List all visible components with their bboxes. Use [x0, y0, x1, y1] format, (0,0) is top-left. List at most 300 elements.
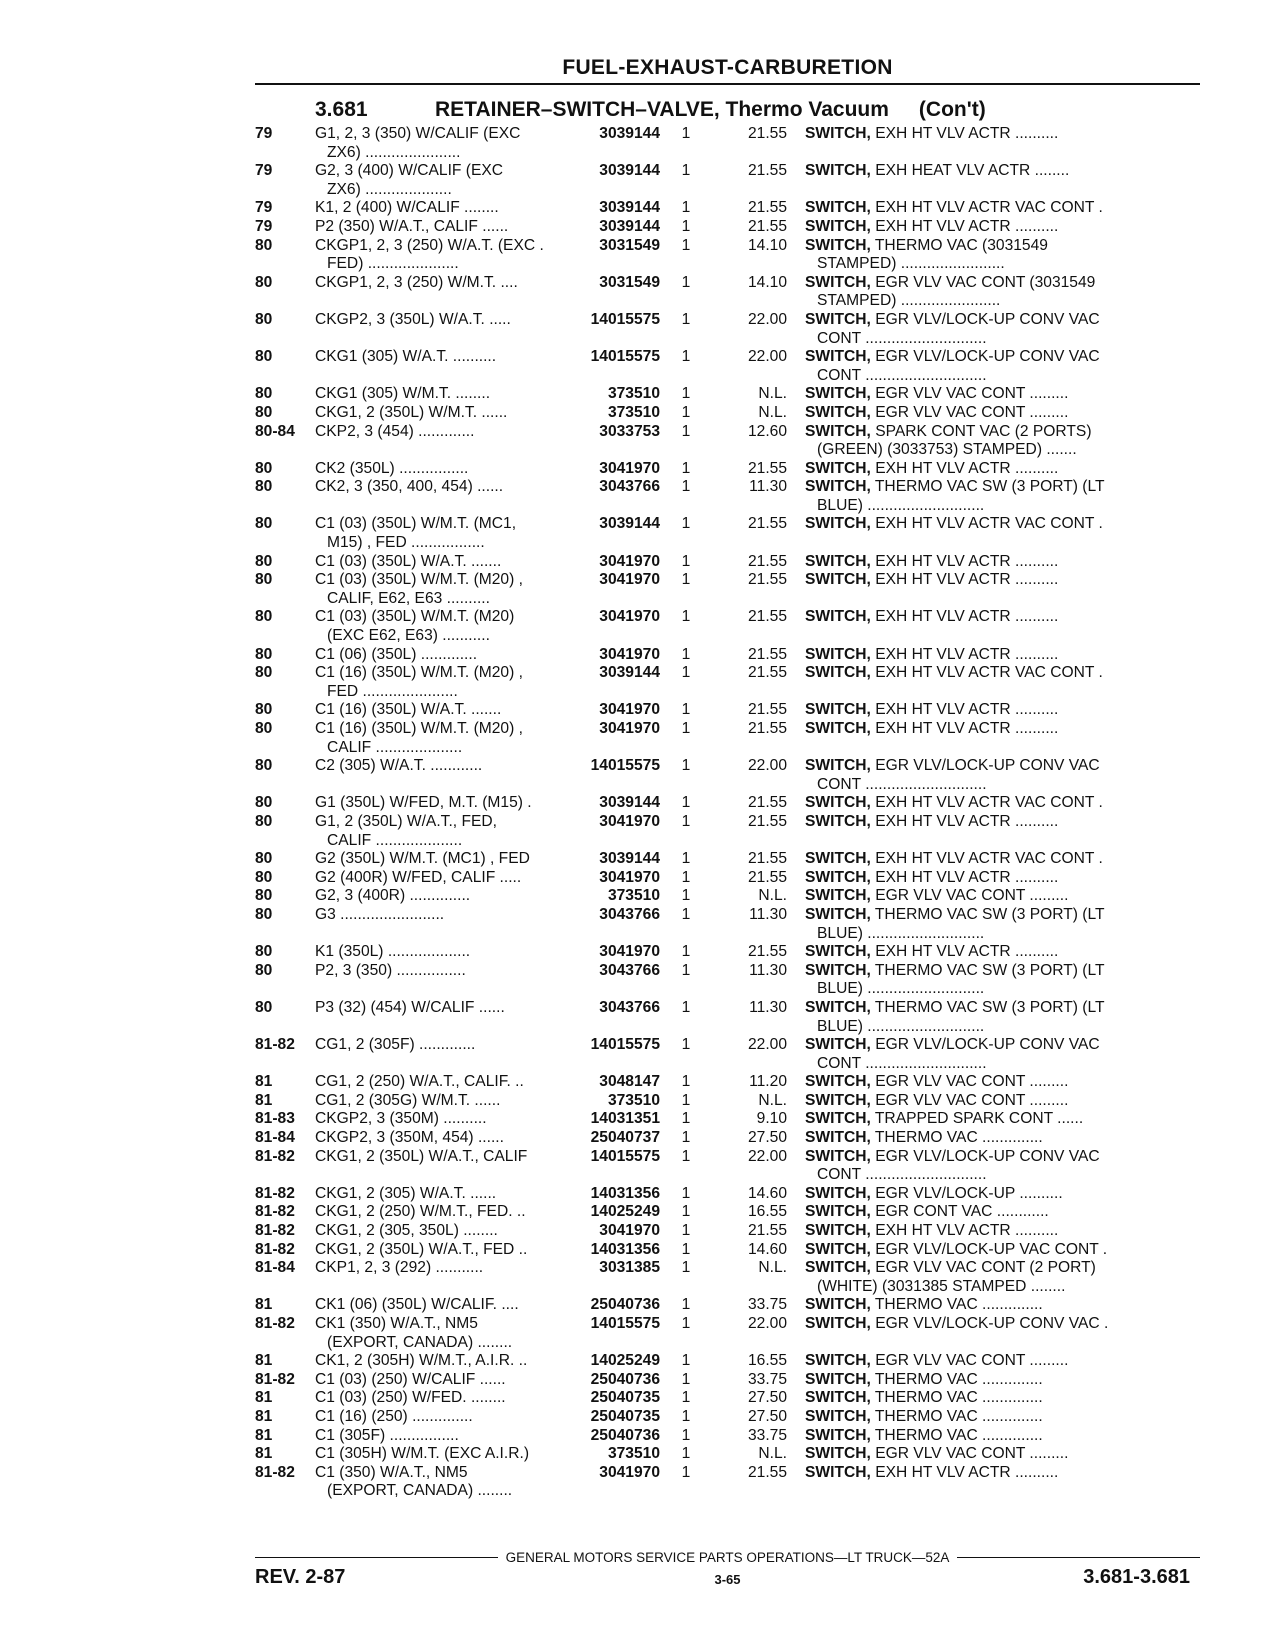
price: 27.50 [747, 1389, 787, 1407]
figure-number: 81 [255, 1426, 273, 1444]
application-line: C1 (03) (350L) W/M.T. (M20) , [315, 571, 523, 589]
application-description [315, 1408, 580, 1427]
part-name-line [805, 757, 1218, 776]
figure-number: 81-82 [255, 1203, 295, 1221]
figure-number: 80 [255, 459, 273, 477]
application-line: CKGP2, 3 (350L) W/A.T. ..... [315, 310, 511, 328]
quantity: 1 [681, 1370, 691, 1388]
part-name [787, 553, 1218, 572]
figure-number: 81-82 [255, 1370, 295, 1388]
part-number: 14015575 [590, 348, 660, 366]
figure-number: 80 [255, 552, 273, 570]
figure-number: 80 [255, 645, 273, 663]
page-number: 3-65 [714, 1572, 741, 1587]
price: 21.55 [747, 217, 787, 235]
part-noun: SWITCH, [805, 905, 871, 923]
part-name [787, 1259, 1218, 1296]
application-description [315, 850, 580, 869]
application-description [315, 571, 580, 608]
part-name [787, 1389, 1218, 1408]
quantity: 1 [681, 385, 691, 403]
part-name [787, 757, 1218, 794]
part-modifier: THERMO VAC .............. [874, 1407, 1043, 1425]
part-name-line [805, 1148, 1218, 1167]
part-noun: SWITCH, [805, 1184, 871, 1202]
part-noun: SWITCH, [805, 273, 871, 291]
application-description [315, 515, 580, 552]
quantity: 1 [681, 236, 691, 254]
price: 21.55 [747, 199, 787, 217]
part-name-line: BLUE) ........................... [817, 924, 985, 942]
quantity: 1 [681, 1147, 691, 1165]
price: 21.55 [747, 552, 787, 570]
application-line: CALIF, E62, E63 .......... [327, 589, 490, 607]
price: 27.50 [747, 1129, 787, 1147]
application-line: FED) ..................... [327, 255, 459, 273]
application-description [315, 1073, 580, 1092]
application-line: CKG1, 2 (305) W/A.T. ...... [315, 1184, 497, 1202]
quantity: 1 [681, 1463, 691, 1481]
part-name-line [805, 553, 1218, 572]
part-name [787, 1352, 1218, 1371]
part-name-line [805, 348, 1218, 367]
figure-number: 79 [255, 217, 273, 235]
part-modifier: EXH HT VLV ACTR .......... [875, 217, 1059, 235]
part-modifier: TRAPPED SPARK CONT ...... [874, 1110, 1084, 1128]
part-noun: SWITCH, [805, 1147, 871, 1165]
application-line: C1 (305H) W/M.T. (EXC A.I.R.) [315, 1445, 530, 1463]
quantity: 1 [681, 1389, 691, 1407]
price: 21.55 [747, 794, 787, 812]
part-name [787, 218, 1218, 237]
part-name-line [805, 962, 1218, 981]
part-modifier: EXH HT VLV ACTR .......... [875, 608, 1059, 626]
price: 33.75 [747, 1296, 787, 1314]
application-line: CK2 (350L) ................ [315, 459, 469, 477]
application-line: (EXPORT, CANADA) ........ [327, 1333, 513, 1351]
part-name-line [805, 1427, 1218, 1446]
price: 14.60 [747, 1184, 787, 1202]
part-modifier: EGR VLV/LOCK-UP VAC CONT . [875, 1240, 1108, 1258]
part-noun: SWITCH, [805, 608, 871, 626]
part-row [255, 515, 1200, 552]
part-noun: SWITCH, [805, 403, 871, 421]
application-line: CALIF .................... [327, 831, 463, 849]
figure-number: 80-84 [255, 422, 295, 440]
part-name [787, 237, 1218, 274]
price: 11.30 [749, 998, 787, 1016]
application-description [315, 1259, 580, 1278]
part-modifier: EGR VLV/LOCK-UP CONV VAC [875, 348, 1100, 366]
part-noun: SWITCH, [805, 757, 871, 775]
quantity: 1 [681, 348, 691, 366]
quantity: 1 [681, 571, 691, 589]
price: 21.55 [747, 1463, 787, 1481]
footer-rule-left [255, 1557, 498, 1558]
part-number: 14031351 [590, 1110, 660, 1128]
part-row [255, 199, 1200, 218]
quantity: 1 [681, 1445, 691, 1463]
figure-number: 80 [255, 887, 273, 905]
part-modifier: EXH HT VLV ACTR .......... [875, 720, 1059, 737]
quantity: 1 [681, 1073, 691, 1091]
price: 14.60 [747, 1240, 787, 1258]
application-description [315, 1464, 580, 1501]
price: N.L. [758, 385, 787, 403]
part-name-line [805, 125, 1218, 144]
footer [255, 1566, 1200, 1592]
part-name-line [805, 850, 1218, 869]
part-noun: SWITCH, [805, 1426, 871, 1444]
part-modifier: THERMO VAC .............. [874, 1129, 1043, 1147]
application-description [315, 720, 580, 757]
figure-number: 80 [255, 478, 273, 496]
figure-number: 81 [255, 1445, 273, 1463]
part-name-line [805, 1092, 1218, 1111]
application-line: CKP2, 3 (454) ............. [315, 422, 475, 440]
part-name [787, 1092, 1218, 1111]
part-modifier: EGR VLV VAC CONT ......... [875, 1091, 1069, 1109]
part-noun: SWITCH, [805, 310, 871, 328]
part-modifier: EGR CONT VAC ............ [875, 1203, 1049, 1221]
quantity: 1 [681, 403, 691, 421]
part-number: 3043766 [599, 961, 660, 979]
part-name-line [805, 1222, 1218, 1241]
part-name [787, 664, 1218, 683]
application-description [315, 1110, 580, 1129]
part-modifier: THERMO VAC SW (3 PORT) (LT [874, 998, 1105, 1016]
part-row [255, 1352, 1200, 1371]
price: 22.00 [747, 1036, 787, 1054]
part-name-line [805, 1371, 1218, 1390]
part-name-line [805, 385, 1218, 404]
part-row [255, 720, 1200, 757]
application-line: C1 (350) W/A.T., NM5 [315, 1463, 468, 1481]
part-noun: SWITCH, [805, 236, 871, 254]
part-modifier: EGR VLV VAC CONT (3031549 [875, 273, 1096, 291]
part-noun: SWITCH, [805, 1036, 871, 1054]
price: 21.55 [747, 943, 787, 961]
part-name-line [805, 1036, 1218, 1055]
figure-number: 80 [255, 905, 273, 923]
part-modifier: THERMO VAC SW (3 PORT) (LT [874, 905, 1105, 923]
part-name [787, 720, 1218, 739]
part-number: 3039144 [599, 217, 660, 235]
part-number: 3039144 [599, 199, 660, 217]
application-description [315, 1129, 580, 1148]
part-modifier: EXH HT VLV ACTR .......... [875, 1463, 1059, 1481]
part-number: 3031385 [599, 1259, 660, 1277]
part-row [255, 608, 1200, 645]
part-row [255, 850, 1200, 869]
part-name-line [805, 999, 1218, 1018]
part-number: 3039144 [599, 794, 660, 812]
figure-number: 81-83 [255, 1110, 295, 1128]
part-number: 25040735 [590, 1389, 660, 1407]
application-description [315, 423, 580, 442]
part-name-line: BLUE) ........................... [817, 496, 985, 514]
application-line: CKGP2, 3 (350M, 454) ...... [315, 1129, 504, 1147]
figure-number: 80 [255, 757, 273, 775]
part-name-line [805, 1389, 1218, 1408]
part-row [255, 1148, 1200, 1185]
part-row [255, 125, 1200, 162]
part-name-line [805, 460, 1218, 479]
part-row [255, 1110, 1200, 1129]
quantity: 1 [681, 199, 691, 217]
part-row [255, 1371, 1200, 1390]
price: 11.20 [749, 1073, 787, 1091]
price: 21.55 [747, 645, 787, 663]
part-name-line [805, 1352, 1218, 1371]
figure-number: 80 [255, 720, 273, 737]
part-number: 3041970 [599, 1463, 660, 1481]
part-name [787, 887, 1218, 906]
part-noun: SWITCH, [805, 887, 871, 905]
price: 9.10 [756, 1110, 787, 1128]
part-noun: SWITCH, [805, 1445, 871, 1463]
application-description [315, 311, 580, 330]
part-row [255, 1389, 1200, 1408]
part-name-line [805, 311, 1218, 330]
price: 16.55 [747, 1352, 787, 1370]
application-description [315, 385, 580, 404]
part-noun: SWITCH, [805, 812, 871, 830]
part-row [255, 943, 1200, 962]
part-row [255, 1445, 1200, 1464]
part-name [787, 423, 1218, 460]
part-noun: SWITCH, [805, 943, 871, 961]
part-name-line: CONT ............................ [817, 775, 987, 793]
part-number: 14015575 [590, 1315, 660, 1332]
part-number: 3041970 [599, 608, 660, 626]
part-name-line [805, 1129, 1218, 1148]
price: 21.55 [747, 125, 787, 142]
part-name [787, 646, 1218, 665]
figure-number: 80 [255, 812, 273, 830]
part-noun: SWITCH, [805, 552, 871, 570]
price: 21.55 [747, 608, 787, 626]
part-modifier: EGR VLV VAC CONT ......... [875, 1352, 1069, 1370]
part-number: 3041970 [599, 720, 660, 737]
quantity: 1 [681, 943, 691, 961]
part-noun: SWITCH, [805, 199, 871, 217]
application-description [315, 943, 580, 962]
price: 21.55 [747, 571, 787, 589]
application-description [315, 553, 580, 572]
part-modifier: THERMO VAC SW (3 PORT) (LT [874, 961, 1105, 979]
price: 14.10 [747, 236, 787, 254]
part-row [255, 1464, 1200, 1501]
application-description [315, 237, 580, 274]
part-row [255, 1408, 1200, 1427]
application-line: G3 ........................ [315, 905, 445, 923]
part-number: 3048147 [599, 1073, 660, 1091]
part-name-line [805, 571, 1218, 590]
quantity: 1 [681, 812, 691, 830]
part-name [787, 1408, 1218, 1427]
application-line: G1, 2 (350L) W/A.T., FED, [315, 812, 497, 830]
application-description [315, 1445, 580, 1464]
part-name-line [805, 1296, 1218, 1315]
part-modifier: EGR VLV VAC CONT ......... [875, 1445, 1069, 1463]
quantity: 1 [681, 1036, 691, 1054]
part-name [787, 608, 1218, 627]
part-noun: SWITCH, [805, 1222, 871, 1240]
application-line: M15) , FED ................. [327, 534, 485, 552]
part-number: 3039144 [599, 850, 660, 868]
part-row [255, 869, 1200, 888]
quantity: 1 [681, 1129, 691, 1147]
application-line: CKG1, 2 (250) W/M.T., FED. .. [315, 1203, 526, 1221]
part-row [255, 962, 1200, 999]
section-reference: 3.681-3.681 [1083, 1566, 1190, 1588]
part-modifier: SPARK CONT VAC (2 PORTS) [875, 422, 1092, 440]
quantity: 1 [681, 1203, 691, 1221]
application-line: ZX6) .................... [327, 180, 452, 198]
figure-number: 80 [255, 961, 273, 979]
part-row [255, 1222, 1200, 1241]
part-noun: SWITCH, [805, 998, 871, 1016]
part-name [787, 478, 1218, 515]
part-modifier: THERMO VAC .............. [874, 1426, 1043, 1444]
application-description [315, 999, 580, 1018]
part-modifier: EXH HT VLV ACTR .......... [875, 868, 1059, 886]
price: 33.75 [747, 1370, 787, 1388]
part-name-line [805, 423, 1218, 442]
part-name-line: STAMPED) ....................... [817, 292, 1001, 310]
part-number: 373510 [607, 403, 660, 421]
part-name-line: CONT ............................ [817, 1054, 987, 1072]
part-number: 14015575 [590, 1036, 660, 1054]
part-row [255, 1427, 1200, 1446]
part-name-line [805, 794, 1218, 813]
quantity: 1 [681, 1184, 691, 1202]
quantity: 1 [681, 422, 691, 440]
part-noun: SWITCH, [805, 162, 871, 180]
part-number: 14015575 [590, 310, 660, 328]
quantity: 1 [681, 217, 691, 235]
part-noun: SWITCH, [805, 868, 871, 886]
part-noun: SWITCH, [805, 850, 871, 868]
part-number: 14031356 [590, 1184, 660, 1202]
application-line: C1 (16) (250) .............. [315, 1407, 473, 1425]
quantity: 1 [681, 1315, 691, 1332]
part-modifier: EGR VLV/LOCK-UP CONV VAC [875, 1036, 1100, 1054]
part-modifier: THERMO VAC .............. [874, 1370, 1043, 1388]
application-line: C1 (03) (250) W/CALIF ...... [315, 1370, 506, 1388]
application-description [315, 1241, 580, 1260]
part-row [255, 1129, 1200, 1148]
footer-publisher: GENERAL MOTORS SERVICE PARTS OPERATIONS—LT TRUCK—52A [505, 1550, 950, 1565]
part-number: 3041970 [599, 645, 660, 663]
quantity: 1 [681, 552, 691, 570]
part-noun: SWITCH, [805, 422, 871, 440]
price: 21.55 [747, 459, 787, 477]
application-line: CG1, 2 (250) W/A.T., CALIF. .. [315, 1073, 524, 1091]
part-noun: SWITCH, [805, 1315, 871, 1332]
price: 22.00 [747, 348, 787, 366]
part-name-line [805, 720, 1218, 739]
figure-number: 80 [255, 850, 273, 868]
part-name [787, 348, 1218, 385]
footer-rule-right [957, 1557, 1200, 1558]
part-number: 14015575 [590, 757, 660, 775]
part-name [787, 1222, 1218, 1241]
part-name-line [805, 813, 1218, 832]
part-number: 3041970 [599, 1222, 660, 1240]
part-number: 3043766 [599, 998, 660, 1016]
part-name [787, 1296, 1218, 1315]
application-description [315, 274, 580, 293]
application-line: G2, 3 (400R) .............. [315, 887, 471, 905]
part-row [255, 887, 1200, 906]
part-row [255, 1185, 1200, 1204]
quantity: 1 [681, 1426, 691, 1444]
part-name [787, 1315, 1218, 1334]
part-number: 3039144 [599, 125, 660, 142]
part-number: 14031356 [590, 1240, 660, 1258]
part-name [787, 1445, 1218, 1464]
application-line: K1, 2 (400) W/CALIF ........ [315, 199, 499, 217]
part-number: 25040737 [590, 1129, 660, 1147]
figure-number: 81-82 [255, 1463, 295, 1481]
price: 22.00 [747, 1147, 787, 1165]
part-number: 3041970 [599, 552, 660, 570]
part-modifier: THERMO VAC .............. [874, 1389, 1043, 1407]
quantity: 1 [681, 998, 691, 1016]
part-row [255, 813, 1200, 850]
part-modifier: EXH HT VLV ACTR VAC CONT . [875, 199, 1103, 217]
part-noun: SWITCH, [805, 1296, 871, 1314]
part-number: 3041970 [599, 571, 660, 589]
application-line: K1 (350L) ................... [315, 943, 471, 961]
quantity: 1 [681, 608, 691, 626]
part-row [255, 553, 1200, 572]
application-line: CALIF .................... [327, 738, 463, 756]
part-row [255, 404, 1200, 423]
part-name-line [805, 887, 1218, 906]
part-name [787, 869, 1218, 888]
quantity: 1 [681, 1222, 691, 1240]
application-description [315, 125, 580, 162]
page-header-title: FUEL-EXHAUST-CARBURETION [562, 56, 893, 79]
part-modifier: EXH HT VLV ACTR .......... [875, 943, 1059, 961]
part-row [255, 311, 1200, 348]
quantity: 1 [681, 887, 691, 905]
application-line: (EXC E62, E63) ........... [327, 627, 490, 645]
quantity: 1 [681, 961, 691, 979]
figure-number: 80 [255, 794, 273, 812]
application-line: CKG1 (305) W/A.T. .......... [315, 348, 497, 366]
price: 11.30 [749, 961, 787, 979]
part-row [255, 274, 1200, 311]
part-row [255, 664, 1200, 701]
part-number: 14025249 [590, 1352, 660, 1370]
part-number: 373510 [607, 385, 660, 403]
part-modifier: EXH HT VLV ACTR .......... [875, 812, 1059, 830]
part-noun: SWITCH, [805, 1463, 871, 1481]
application-description [315, 608, 580, 645]
revision-label: REV. 2-87 [255, 1566, 346, 1588]
application-description [315, 887, 580, 906]
part-name-line [805, 478, 1218, 497]
quantity: 1 [681, 1296, 691, 1314]
quantity: 1 [681, 1110, 691, 1128]
part-name-line [805, 1445, 1218, 1464]
part-modifier: EXH HT VLV ACTR .......... [875, 125, 1059, 142]
application-line: G2 (350L) W/M.T. (MC1) , FED [315, 850, 530, 868]
